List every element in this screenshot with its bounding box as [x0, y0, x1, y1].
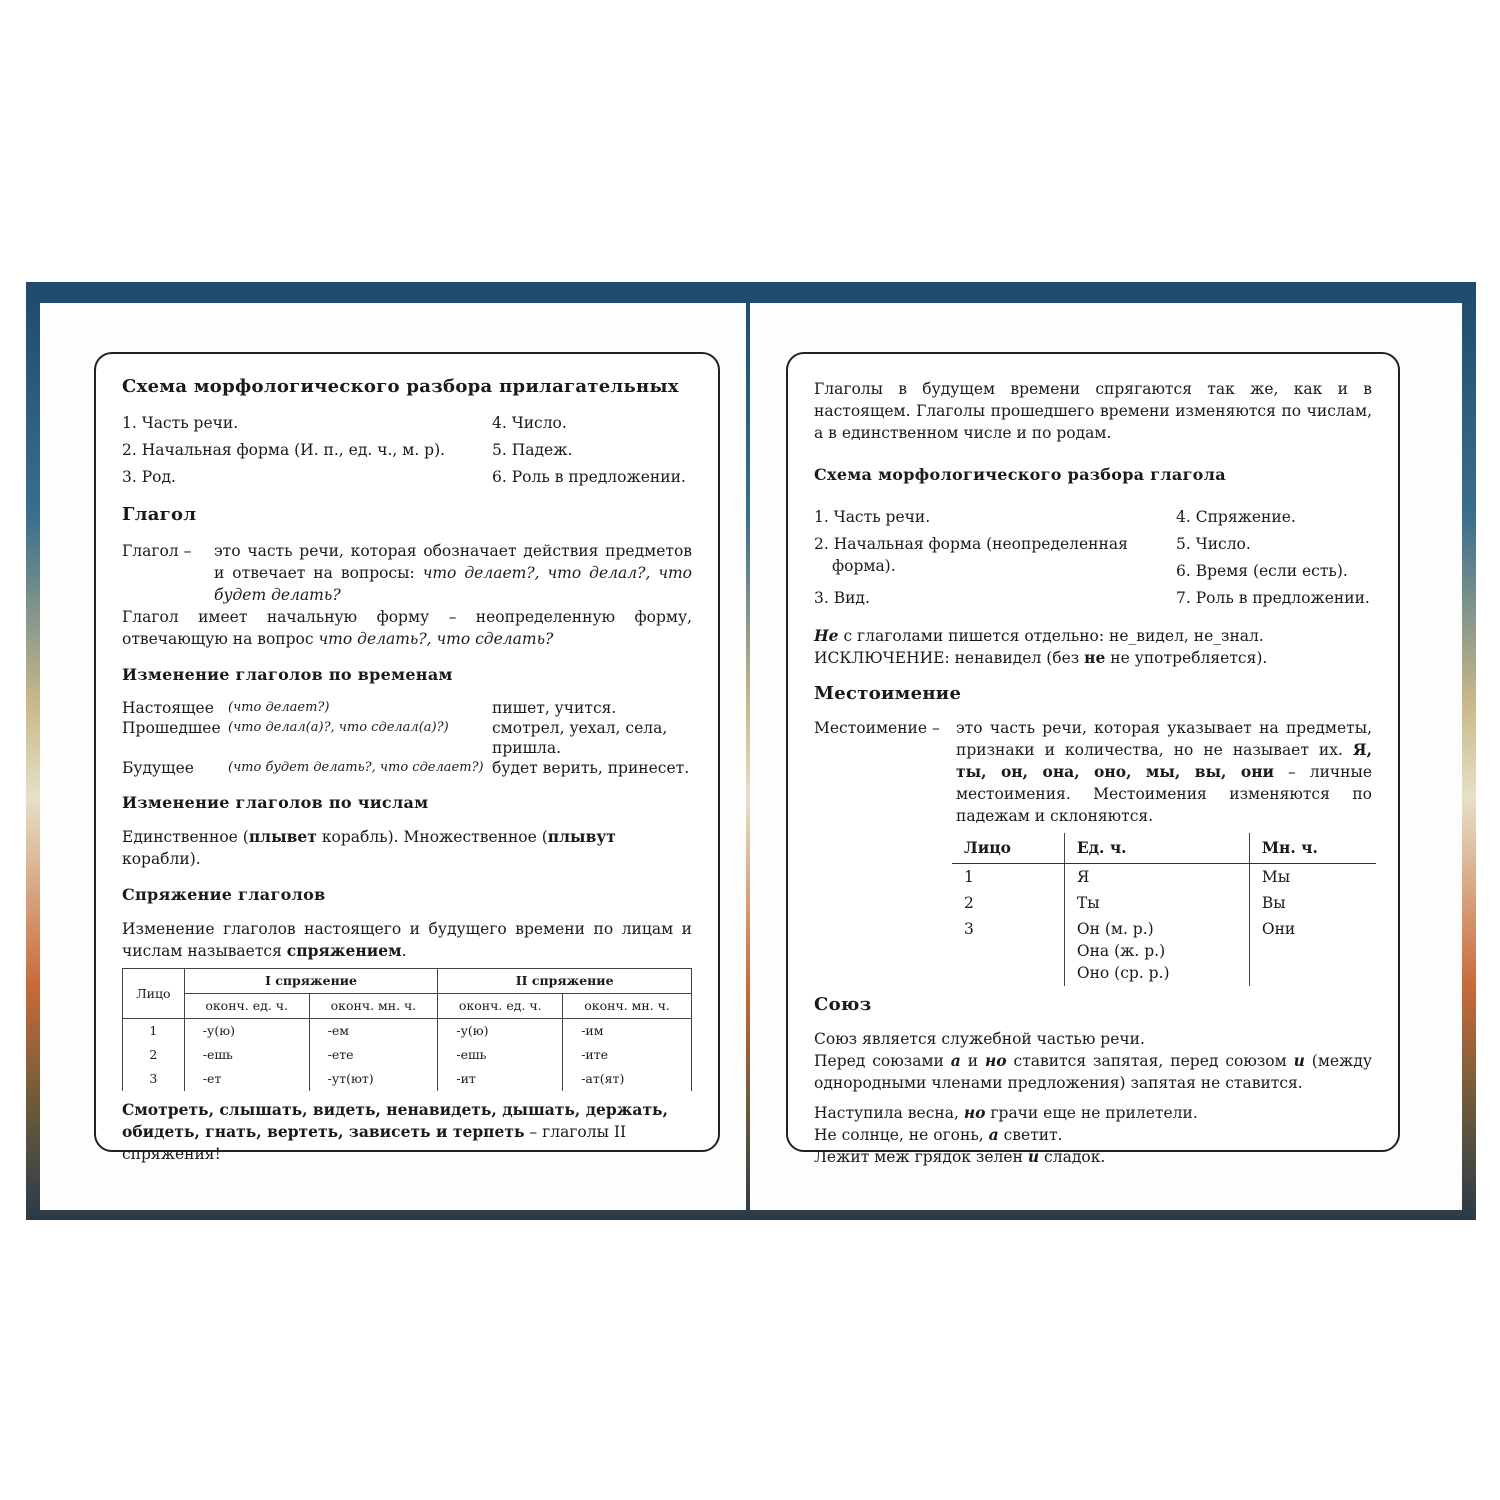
- table-cell: 1: [964, 868, 974, 886]
- tense-question: (что делает?): [228, 700, 330, 715]
- conjugation-title: Спряжение глаголов: [122, 885, 326, 904]
- table-cell: 3: [964, 920, 974, 938]
- list-item: 6. Время (если есть).: [1176, 562, 1348, 580]
- col-conj-2: II спряжение: [438, 969, 692, 994]
- text-fragment: светит.: [998, 1126, 1063, 1144]
- table-cell: 1: [123, 1019, 185, 1044]
- table-cell: -ат(ят): [563, 1067, 692, 1091]
- text-fragment: (между однородными членами предложения) запятая не ставится.: [814, 1052, 1372, 1092]
- tense-example: будет верить, принесет.: [492, 759, 690, 777]
- table-cell: 3: [123, 1067, 185, 1091]
- exceptions-note: [122, 1099, 692, 1165]
- verb-title: Глагол: [122, 504, 197, 525]
- number-text: [122, 826, 692, 870]
- pronoun-definition: [814, 717, 1372, 827]
- table-row: [123, 1067, 692, 1091]
- tense-title: Изменение глаголов по временам: [122, 665, 453, 684]
- table-cell: Я: [1064, 864, 1249, 891]
- text-fragment: Я, ты, он, она, оно, мы, вы, они: [956, 740, 1372, 781]
- text-fragment: оконч. мн. ч.: [309, 994, 438, 1019]
- table-cell: -ут(ют): [309, 1067, 438, 1091]
- text-fragment: не: [1084, 648, 1106, 667]
- col-conj-1: I спряжение: [184, 969, 438, 994]
- tense-name: Будущее: [122, 759, 194, 777]
- text-fragment: Не: [814, 626, 839, 645]
- example: [814, 1102, 1372, 1124]
- verb-scheme-list: [814, 506, 1372, 609]
- ne-rule: [814, 625, 1372, 647]
- table-cell: -ешь: [438, 1043, 563, 1067]
- text-fragment: и: [960, 1052, 985, 1070]
- text-fragment: и: [1293, 1051, 1305, 1070]
- list-item: 3. Вид.: [814, 589, 870, 607]
- list-item: 5. Число.: [1176, 535, 1251, 553]
- table-cell: Вы: [1249, 890, 1376, 916]
- text-fragment: Перед союзами: [814, 1052, 951, 1070]
- list-item: 3. Род.: [122, 468, 176, 486]
- table-row: [952, 864, 1376, 891]
- verb-definition: [122, 540, 692, 606]
- table-cell: 2: [123, 1043, 185, 1067]
- pronoun-table: [952, 833, 1376, 986]
- text-fragment: грачи еще не прилетели.: [985, 1104, 1198, 1122]
- text-fragment: и: [1027, 1147, 1040, 1166]
- text-fragment: Изменение глаголов настоящего и будущего времени по лицам и числам называется: [122, 920, 692, 960]
- text-fragment: а: [950, 1051, 961, 1070]
- col-person: Лицо: [123, 969, 185, 1019]
- intro-text: Глаголы в будущем времени спрягаются так же, как и в настоящем. Глаголы прошедшего времени изменяются по числам, а в единственном числе и по родам.: [814, 380, 1372, 442]
- text-fragment: плывут: [547, 827, 616, 846]
- list-item: 1. Часть речи.: [122, 414, 239, 432]
- union-examples: [814, 1102, 1372, 1168]
- table-row: [952, 890, 1376, 916]
- text-fragment: сладок.: [1039, 1148, 1106, 1166]
- adj-scheme-title: Схема морфологического разбора прилагательных: [122, 376, 679, 397]
- verb-scheme-title: Схема морфологического разбора глагола: [814, 465, 1226, 484]
- example: [814, 1146, 1372, 1168]
- tense-question: (что делал(а)?, что сделал(а)?): [228, 720, 449, 735]
- text-fragment: – глаголы II спряжения!: [122, 1123, 627, 1163]
- table-cell: -ем: [309, 1019, 438, 1044]
- table-row: [952, 916, 1376, 986]
- tense-question: (что будет делать?, что сделает?): [228, 760, 484, 775]
- text-fragment: Наступила весна,: [814, 1104, 964, 1122]
- term: Глагол –: [122, 542, 192, 560]
- table-cell: Они: [1249, 916, 1376, 986]
- text-fragment: оконч. ед. ч.: [438, 994, 563, 1019]
- table-row: [123, 1043, 692, 1067]
- text-fragment: плывет: [248, 827, 317, 846]
- table-cell: -ет: [184, 1067, 309, 1091]
- tense-example: пишет, учится.: [492, 699, 617, 717]
- pronoun-title: Местоимение: [814, 683, 962, 704]
- table-cell: Он (м. р.) Она (ж. р.) Оно (ср. р.): [1064, 916, 1249, 986]
- text-fragment: Единственное (: [122, 828, 249, 846]
- union-title: Союз: [814, 994, 872, 1015]
- list-item: 2. Начальная форма (неопределенная форма).: [814, 535, 1128, 575]
- tense-name: Настоящее: [122, 699, 214, 717]
- text-fragment: Не солнце, не огонь,: [814, 1126, 989, 1144]
- list-item: 1. Часть речи.: [814, 508, 931, 526]
- table-cell: -им: [563, 1019, 692, 1044]
- table-cell: Мы: [1249, 864, 1376, 891]
- text-fragment: ненавидел (без: [949, 649, 1085, 667]
- text-fragment: ИСКЛЮЧЕНИЕ:: [814, 649, 950, 667]
- text-fragment: Смотреть, слышать, видеть, ненавидеть, дышать, держать, обидеть, гнать, вертеть, зависеть и терпеть: [122, 1100, 668, 1141]
- text-fragment: не употребляется).: [1105, 649, 1268, 667]
- questions: что делать?, что сделать?: [318, 630, 554, 648]
- text-fragment: корабль). Множественное (: [316, 828, 548, 846]
- text-fragment: Местоимение –: [814, 719, 940, 737]
- tense-example: смотрел, уехал, села, пришла.: [492, 719, 668, 757]
- text-fragment: Мн. ч.: [1249, 833, 1376, 864]
- table-cell: -ешь: [184, 1043, 309, 1067]
- list-item: 4. Спряжение.: [1176, 508, 1296, 526]
- adj-scheme-list: [122, 412, 692, 488]
- list-item: 2. Начальная форма (И. п., ед. ч., м. р).: [122, 441, 446, 459]
- text-fragment: – личные местоимения. Местоимения изменяются по падежам и склоняются.: [956, 763, 1372, 825]
- text-fragment: но: [963, 1103, 986, 1122]
- list-item: 5. Падеж.: [492, 441, 573, 459]
- text-fragment: а: [988, 1125, 999, 1144]
- union-text-1: Союз является служебной частью речи.: [814, 1030, 1145, 1048]
- text-fragment: спряжением: [286, 941, 402, 960]
- text-fragment: Лицо: [952, 833, 1064, 864]
- conjugation-table: [122, 968, 692, 1091]
- union-text-2: [814, 1050, 1372, 1094]
- table-cell: 2: [964, 894, 974, 912]
- text-fragment: но: [984, 1051, 1007, 1070]
- text-fragment: Лежит меж грядок зелен: [814, 1148, 1028, 1166]
- right-panel: [786, 352, 1400, 1166]
- table-cell: -ит: [438, 1067, 563, 1091]
- text-fragment: Ед. ч.: [1064, 833, 1249, 864]
- tense-list: [122, 698, 692, 778]
- verb-infinitive: [122, 606, 692, 650]
- example: [814, 1124, 1372, 1146]
- questions: что делает?, что делал?, что будет делать?: [214, 564, 693, 604]
- list-item: 4. Число.: [492, 414, 567, 432]
- text-fragment: это часть речи, которая указывает на предметы, признаки и количества, но не называет их.: [956, 719, 1372, 759]
- text-fragment: оконч. мн. ч.: [563, 994, 692, 1019]
- ne-exception: [814, 647, 1372, 669]
- text-fragment: оконч. ед. ч.: [184, 994, 309, 1019]
- list-item: 7. Роль в предложении.: [1176, 589, 1370, 607]
- tense-name: Прошедшее: [122, 719, 221, 737]
- table-row: [123, 1019, 692, 1044]
- table-cell: -ите: [563, 1043, 692, 1067]
- table-cell: -ете: [309, 1043, 438, 1067]
- left-panel: [94, 352, 720, 1163]
- text-fragment: ставится запятая, перед союзом: [1006, 1052, 1294, 1070]
- list-item: 6. Роль в предложении.: [492, 468, 686, 486]
- text-fragment: с глаголами пишется отдельно: не_видел, не_знал.: [838, 627, 1264, 645]
- text-fragment: корабли).: [122, 850, 201, 868]
- conjugation-text: Изменение глаголов настоящего и будущего времени по лицам и числам называется спряжением.: [122, 920, 692, 960]
- table-cell: -у(ю): [438, 1019, 563, 1044]
- table-cell: -у(ю): [184, 1019, 309, 1044]
- table-cell: Ты: [1064, 890, 1249, 916]
- number-title: Изменение глаголов по числам: [122, 793, 429, 812]
- text: Глагол имеет начальную форму – неопределенную форму, отвечающую на вопрос: [122, 608, 692, 648]
- definition-text: это часть речи, которая обозначает действия предметов и отвечает на вопросы:: [214, 542, 692, 582]
